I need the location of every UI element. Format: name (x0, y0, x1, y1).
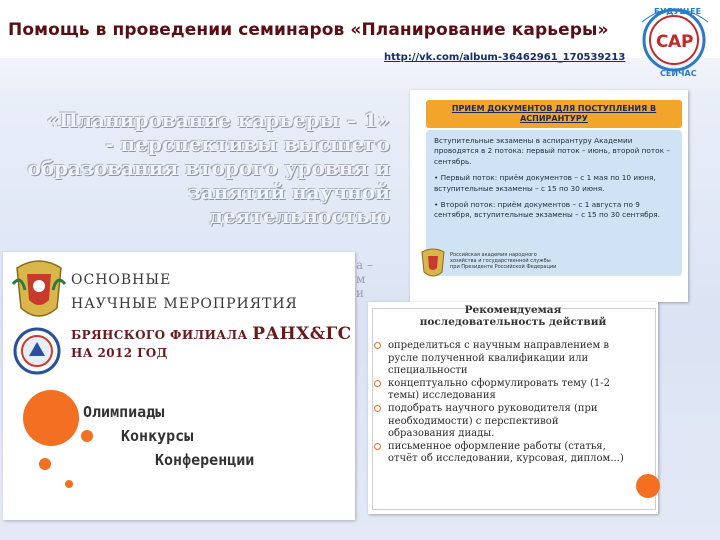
slide-heading-line4: НА 2012 ГОД (71, 346, 168, 360)
slide-heading-line2: НАУЧНЫЕ МЕРОПРИЯТИЯ (71, 296, 298, 312)
page-title: Помощь в проведении семинаров «Планирование карьеры» (8, 20, 609, 40)
list-item: Конкурсы (121, 427, 194, 445)
events-slide[interactable] (3, 252, 355, 520)
step-text: подобрать научного руководителя (при необходимости) с перспективой образования диады. (388, 402, 598, 440)
bg-line: деятельностью (209, 204, 390, 228)
snippet-line: м (356, 272, 366, 286)
list-item (374, 403, 624, 441)
steps-list (374, 340, 624, 466)
list-item (374, 378, 624, 403)
list-item: Олимпиады (83, 403, 165, 421)
title-bar (0, 0, 720, 58)
logo-bottom-text: СЕЙЧАС (660, 69, 697, 78)
snippet-line: и (356, 286, 364, 300)
banner-line: ПРИЕМ ДОКУМЕНТОВ ДЛЯ ПОСТУПЛЕНИЯ В (451, 104, 657, 113)
admission-paragraph: • Второй поток: приём документов – с 1 августа по 9 сентября, вступительные экзамены – с 15 по 30 сентября. (434, 200, 660, 220)
step-text: определиться с научным направлением в русле полученной квалификации или специальности (388, 340, 610, 377)
list-item: Конференции (155, 451, 255, 469)
future-now-logo (628, 0, 718, 78)
steps-title-line: последовательность действий (419, 316, 607, 328)
bg-line: «Планирование карьеры – 1» (46, 108, 390, 132)
svg-text:С: С (656, 32, 669, 52)
background-snippet (356, 258, 373, 300)
album-link[interactable]: http://vk.com/album-36462961_170539213 (384, 52, 626, 63)
steps-title-line: Рекомендуемая (464, 304, 562, 316)
step-text: концептуально сформулировать тему (1-2 темы) исследования (388, 377, 610, 402)
decor-circle (39, 458, 51, 470)
background-slide-heading (20, 108, 390, 228)
academy-emblem-icon (9, 326, 65, 376)
svg-text:Р: Р (681, 32, 694, 52)
academy-footer-text: Российская академия народного хозяйства и государственной службы при Президенте Российской Федерации (450, 252, 557, 270)
snippet-line: а – (356, 258, 373, 272)
svg-text:А: А (668, 32, 682, 52)
decor-circle (23, 390, 79, 446)
admission-paragraph: • Первый поток: приём документов – с 1 мая по 10 июня, вступительные экзамены – с 15 по 30 июня. (434, 173, 656, 193)
bg-line: занятий научной (187, 180, 390, 204)
events-list (83, 400, 254, 472)
admission-slide[interactable] (410, 90, 688, 302)
logo-top-text: БУДУЩЕЕ (654, 7, 702, 16)
step-text: письменное оформление работы (статья, отчёт об исследовании, курсовая, диплом...) (388, 440, 624, 465)
steps-title (368, 304, 658, 328)
decor-circle (65, 480, 73, 488)
bullet-icon (374, 405, 381, 412)
banner-line: АСПИРАНТУРУ (520, 114, 588, 123)
slide-heading-line1: ОСНОВНЫЕ (71, 272, 172, 288)
admission-paragraph: Вступительные экзамены в аспирантуру Академии проводятся в 2 потока: первый поток – июнь, второй поток – сентябрь. (434, 136, 670, 166)
bg-line: образования второго уровня и (27, 156, 390, 180)
org-name: РАНХ&ГС (252, 324, 352, 344)
bullet-icon (374, 380, 381, 387)
decor-circle (81, 430, 93, 442)
bg-line: - перспективы высшего (105, 132, 390, 156)
heading-prefix: БРЯНСКОГО ФИЛИАЛА (71, 328, 253, 342)
bullet-icon (374, 443, 381, 450)
small-coat-of-arms-icon (418, 246, 448, 280)
list-item (374, 340, 624, 378)
decor-circle (636, 474, 660, 498)
coat-of-arms-icon (11, 254, 67, 326)
bullet-icon (374, 342, 381, 349)
steps-slide[interactable] (368, 302, 658, 514)
admission-banner (426, 100, 682, 128)
slide-heading-line3 (71, 324, 352, 344)
list-item (374, 441, 624, 466)
